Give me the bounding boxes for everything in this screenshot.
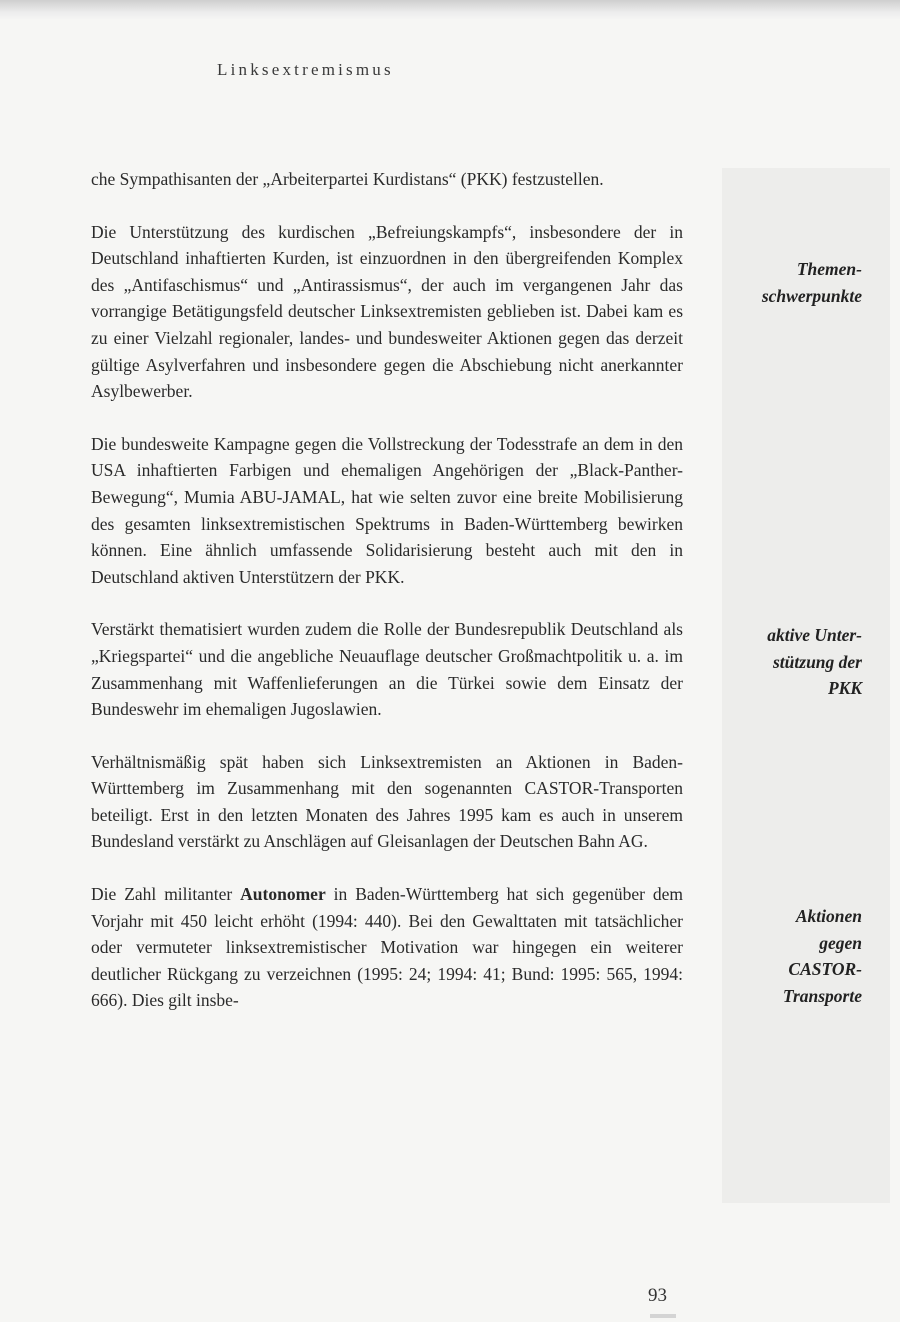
margin-note-line: Transporte <box>782 985 862 1006</box>
main-text-column <box>91 166 683 1040</box>
paragraph-6 <box>91 881 683 1014</box>
margin-note-line: stützung der <box>773 651 862 672</box>
margin-note-line: PKK <box>827 678 862 699</box>
margin-note-castor <box>722 903 890 1009</box>
page-number-mark <box>650 1314 676 1318</box>
margin-note-line: Aktionen <box>795 906 862 926</box>
margin-note-line: schwerpunkte <box>761 285 862 306</box>
margin-note-line: CASTOR- <box>788 959 862 980</box>
margin-note-line: aktive Unter- <box>767 625 862 645</box>
margin-note-pkk <box>722 622 890 702</box>
paragraph-2: Die Unterstützung des kurdischen „Befreiungskampfs“, insbesondere der in Deutschland inhaftierten Kurden, ist einzuordnen in den übergreifenden Komplex des „Antifaschismus“ und „Antirassismus“, der auch im vergangenen Jahr das vorrangige Betätigungsfeld deutscher Linksextremisten geblieben ist. Dabei kam es zu einer Vielzahl regionaler, landes- und bundesweiter Aktionen gegen das derzeit gültige Asylverfahren und insbesondere gegen die Abschiebung nicht anerkannter Asylbewerber. <box>91 221 683 402</box>
running-header: Linksextremismus <box>217 60 394 79</box>
paragraph-4: Verstärkt thematisiert wurden zudem die Rolle der Bundesrepublik Deutschland als „Kriegspartei“ und die angebliche Neuauflage deutscher Großmachtpolitik u. a. im Zusammenhang mit Waffenlieferungen an die Türkei sowie dem Einsatz der Bundeswehr im ehemaligen Jugoslawien. <box>91 619 683 720</box>
paragraph-6-rest: in Baden-Württemberg hat sich gegenüber dem Vorjahr mit 450 leicht erhöht (1994: 440). Bei den Gewalttaten mit tatsächlicher oder vermuteter linksextremistischer Motivation war hingegen ein weiterer deutlicher Rückgang zu verzeichnen (1995: 24; 1994: 41; Bund: 1995: 565, 1994: 666). Dies gilt insbe- <box>91 884 684 1011</box>
scan-edge <box>0 0 900 20</box>
paragraph-5: Verhältnismäßig spät haben sich Linksextremisten an Aktionen in Baden-Württemberg im Zusammenhang mit den sogenannten CASTOR-Transporten beteiligt. Erst in den letzten Monaten des Jahres 1995 kam es auch in unserem Bundesland verstärkt zu Anschlägen auf Gleisanlagen der Deutschen Bahn AG. <box>91 751 683 852</box>
margin-note-line: gegen <box>819 932 862 953</box>
paragraph-3: Die bundesweite Kampagne gegen die Vollstreckung der Todesstrafe an dem in den USA inhaftierten Farbigen und ehemaligen Angehörigen der „Black-Panther-Bewegung“, Mumia ABU-JAMAL, hat wie selten zuvor eine breite Mobilisierung des gesamten linksextremistischen Spektrums in Baden-Württemberg bewirken können. Eine ähnlich umfassende Solidarisierung besteht auch mit den in Deutschland aktiven Unterstützern der PKK. <box>91 433 683 587</box>
paragraph-6-start: Die Zahl militanter <box>91 884 241 905</box>
margin-note-themenschwerpunkte <box>722 256 890 309</box>
page-number: 93 <box>648 1285 667 1306</box>
bold-term-autonomer: Autonomer <box>240 884 326 905</box>
margin-note-line: Themen- <box>796 259 862 279</box>
paragraph-1: che Sympathisanten der „Arbeiterpartei Kurdistans“ (PKK) festzustellen. <box>91 169 604 189</box>
